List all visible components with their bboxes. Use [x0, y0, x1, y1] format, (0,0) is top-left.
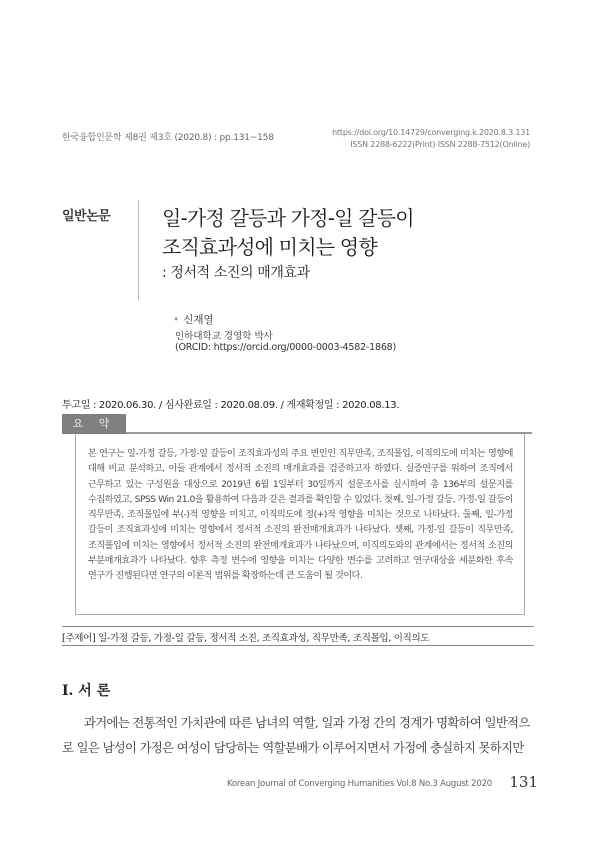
doi-issn-block: [332, 127, 530, 151]
doi-link[interactable]: https://doi.org/10.14729/converging.k.2020.8.3.131: [332, 128, 530, 137]
author-bullet: •: [173, 314, 180, 326]
keywords-bottom-rule: [62, 645, 534, 646]
title-line-2: 조직효과성에 미치는 영향: [162, 235, 377, 259]
issn-text: ISSN 2288-6222(Print) ISSN 2288-7512(Online): [350, 140, 530, 149]
abstract-text: 본 연구는 일-가정 갈등, 가정-일 갈등이 조직효과성의 주요 변인인 직무만족, 조직몰입, 이직의도에 미치는 영향에 대해 비교 분석하고, 이들 관계에서 정서적 소진의 매개효과를 검증하고자 하였다. 실증연구를 위하여 조직에서 근무하고 있는 구성원을 대상으로 2019년 6월 1일부터 30일까지 설문조사를 실시하여 총 136부의 설문지를 수집하였고, SPSS Win 21.0을 활용하여 다음과 같은 결과를 확인할 수 있었다. 첫째, 일-가정 갈등, 가정-일 갈등이 직무만족, 조직몰입에 부(-)적 영향을 미치고, 이직의도에 정(+)적 영향을 미치는 것으로 나타났다. 둘째, 일-가정 갈등이 조직효과성에 미치는 영향에서 정서적 소진의 완전매개효과가 나타났다. 셋째, 가정-일 갈등이 직무만족, 조직몰입에 미치는 영향에서 정서적 소진의 완전매개효과가 나타났으며, 이직의도와의 관계에서는 정서적 소진의 부분매개효과가 나타났다. 향후 측정 변수에 영향을 미치는 다양한 변수를 고려하고 연구대상을 세분화한 후속 연구가 진행된다면 연구의 이론적 범위를 확장하는데 큰 도움이 될 것이다.: [88, 449, 513, 582]
section-heading: I. 서 론: [62, 683, 111, 699]
body-line-1: 과거에는 전통적인 가치관에 따른 남녀의 역할, 일과 가정 간의 경계가 명확하여 일반적으: [84, 716, 530, 730]
body-line-2: 로 일은 남성이 가정은 여성이 담당하는 역할분배가 이루어지면서 가정에 충실하지 못하지만: [62, 741, 524, 755]
keywords-top-rule: [62, 626, 534, 627]
submission-dates: 투고일 : 2020.06.30. / 심사완료일 : 2020.08.09. / 게재확정일 : 2020.08.13.: [62, 400, 400, 411]
author-name-row: [173, 312, 214, 327]
title-divider: [138, 200, 139, 300]
article-subtitle: : 정서적 소진의 매개효과: [162, 265, 310, 281]
author-name: 신재열: [183, 314, 214, 326]
page-number: 131: [509, 773, 538, 791]
title-line-1: 일-가정 갈등과 가정-일 갈등이: [162, 206, 414, 230]
keywords: [주제어] 일-가정 갈등, 가정-일 갈등, 정서적 소진, 조직효과성, 직무만족, 조직몰입, 이직의도: [62, 633, 430, 644]
article-category: 일반논문: [62, 209, 111, 224]
journal-citation: 한국융합인문학 제8권 제3호 (2020.8) : pp.131~158: [62, 133, 274, 143]
author-affiliation: 인하대학교 경영학 박사: [175, 331, 273, 342]
author-orcid[interactable]: (ORCID: https://orcid.org/0000-0003-4582-1868): [175, 342, 397, 353]
abstract-label: 요 약: [62, 414, 126, 434]
footer-journal: Korean Journal of Converging Humanities Vol.8 No.3 August 2020: [226, 779, 492, 789]
